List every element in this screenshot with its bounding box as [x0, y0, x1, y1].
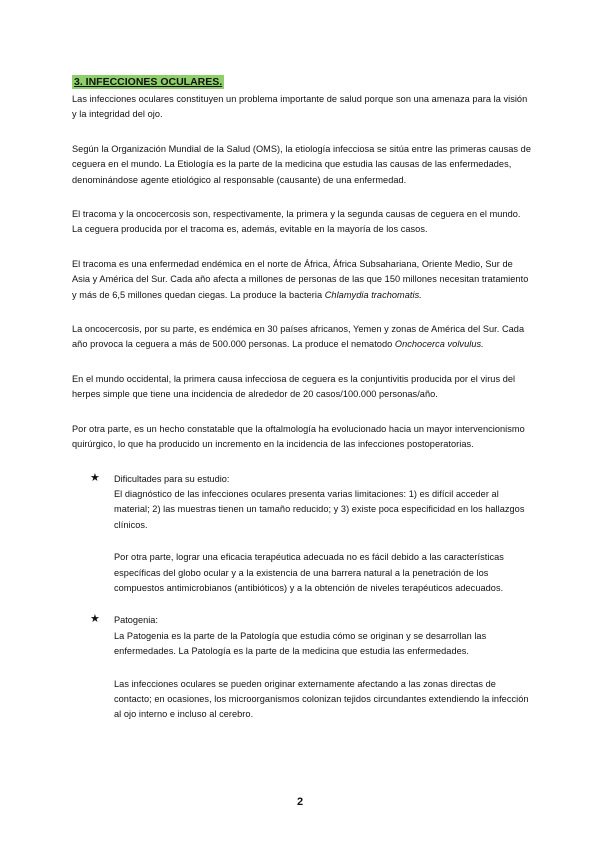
- paragraph-oncocercosis-text: La oncocercosis, por su parte, es endémica en 30 países africanos, Yemen y zonas de América del Sur. Cada año provoca la ceguera a más de 500.000 personas. La produce el nematodo: [72, 324, 525, 350]
- paragraph-tracoma-text: El tracoma es una enfermedad endémica en el norte de África, África Subsahariana, Oriente Medio, Sur de Asia y América del Sur. Cada año afecta a millones de personas de las que 150 millones necesitan tratamiento y más de 6,5 millones quedan ciegas. La produce la bacteria: [72, 258, 529, 300]
- bullet-paragraph: El diagnóstico de las infecciones oculares presenta varias limitaciones: 1) es difícil acceder al material; 2) las muestras tienen un tamaño reducido; y 3) existe poca especificidad en los hallazgos clínicos.: [114, 488, 525, 530]
- paragraph-postoperatorias: Por otra parte, es un hecho constatable que la oftalmología ha evolucionado hacia un mayor intervencionismo quirúrgico, lo que ha producido un incremento en la incidencia de las infecciones postoperatorias.: [72, 423, 525, 450]
- paragraph-tracoma-oncocercosis: El tracoma y la oncocercosis son, respectivamente, la primera y la segunda causas de ceguera en el mundo. La ceguera producida por el tracoma es, además, evitable en la mayoría de los casos.: [72, 209, 521, 235]
- bullet-paragraph: Por otra parte, lograr una eficacia terapéutica adecuada no es fácil debido a las características específicas del globo ocular y a la existencia de una barrera natural a la penetración de los compuestos antimicrobianos (antibióticos) y a la obtención de niveles terapéuticos adecuados.: [114, 552, 504, 593]
- star-bullet-icon: ★: [90, 613, 100, 626]
- bullet-dificultades: [90, 472, 532, 597]
- paragraph-oms: Según la Organización Mundial de la Salud (OMS), la etiología infecciosa se sitúa entre las primeras causas de ceguera en el mundo. La Etiología es la parte de la medicina que estudia las causas de las enfermedades, denominándose agente etiológico al responsable (causante) de una enfermedad.: [72, 143, 531, 185]
- paragraph-tracoma: [72, 257, 532, 303]
- bullet-paragraph: Las infecciones oculares se pueden originar externamente afectando a las zonas directas de contacto; en ocasiones, los microorganismos colonizan tejidos circundantes extendiendo la infección al ojo interno e incluso al cerebro.: [114, 678, 529, 720]
- page-number: 2: [296, 796, 304, 808]
- paragraph-occidente: En el mundo occidental, la primera causa infecciosa de ceguera es la conjuntivitis producida por el virus del herpes simple que tiene una incidencia de alrededor de 20 casos/100.000 personas/año.: [72, 373, 516, 400]
- species-chlamydia: Chlamydia trachomatis.: [324, 289, 422, 300]
- section-title: 3. INFECCIONES OCULARES.: [74, 76, 223, 88]
- bullet-paragraph: La Patogenia es la parte de la Patología que estudia cómo se originan y se desarrollan las enfermedades. La Patología es la parte de la medicina que estudia las enfermedades.: [114, 630, 487, 657]
- bullet-heading: Dificultades para su estudio:: [114, 473, 230, 484]
- star-bullet-icon: ★: [90, 471, 100, 484]
- bullet-list: [90, 472, 532, 723]
- document-page: [72, 72, 532, 740]
- species-onchocerca: Onchocerca volvulus.: [394, 339, 484, 350]
- paragraph-oncocercosis: [72, 322, 532, 353]
- bullet-heading: Patogenia:: [114, 615, 158, 626]
- bullet-patogenia: [90, 613, 532, 722]
- paragraph-intro: Las infecciones oculares constituyen un problema importante de salud porque son una amenaza para la visión y la integridad del ojo.: [72, 94, 528, 120]
